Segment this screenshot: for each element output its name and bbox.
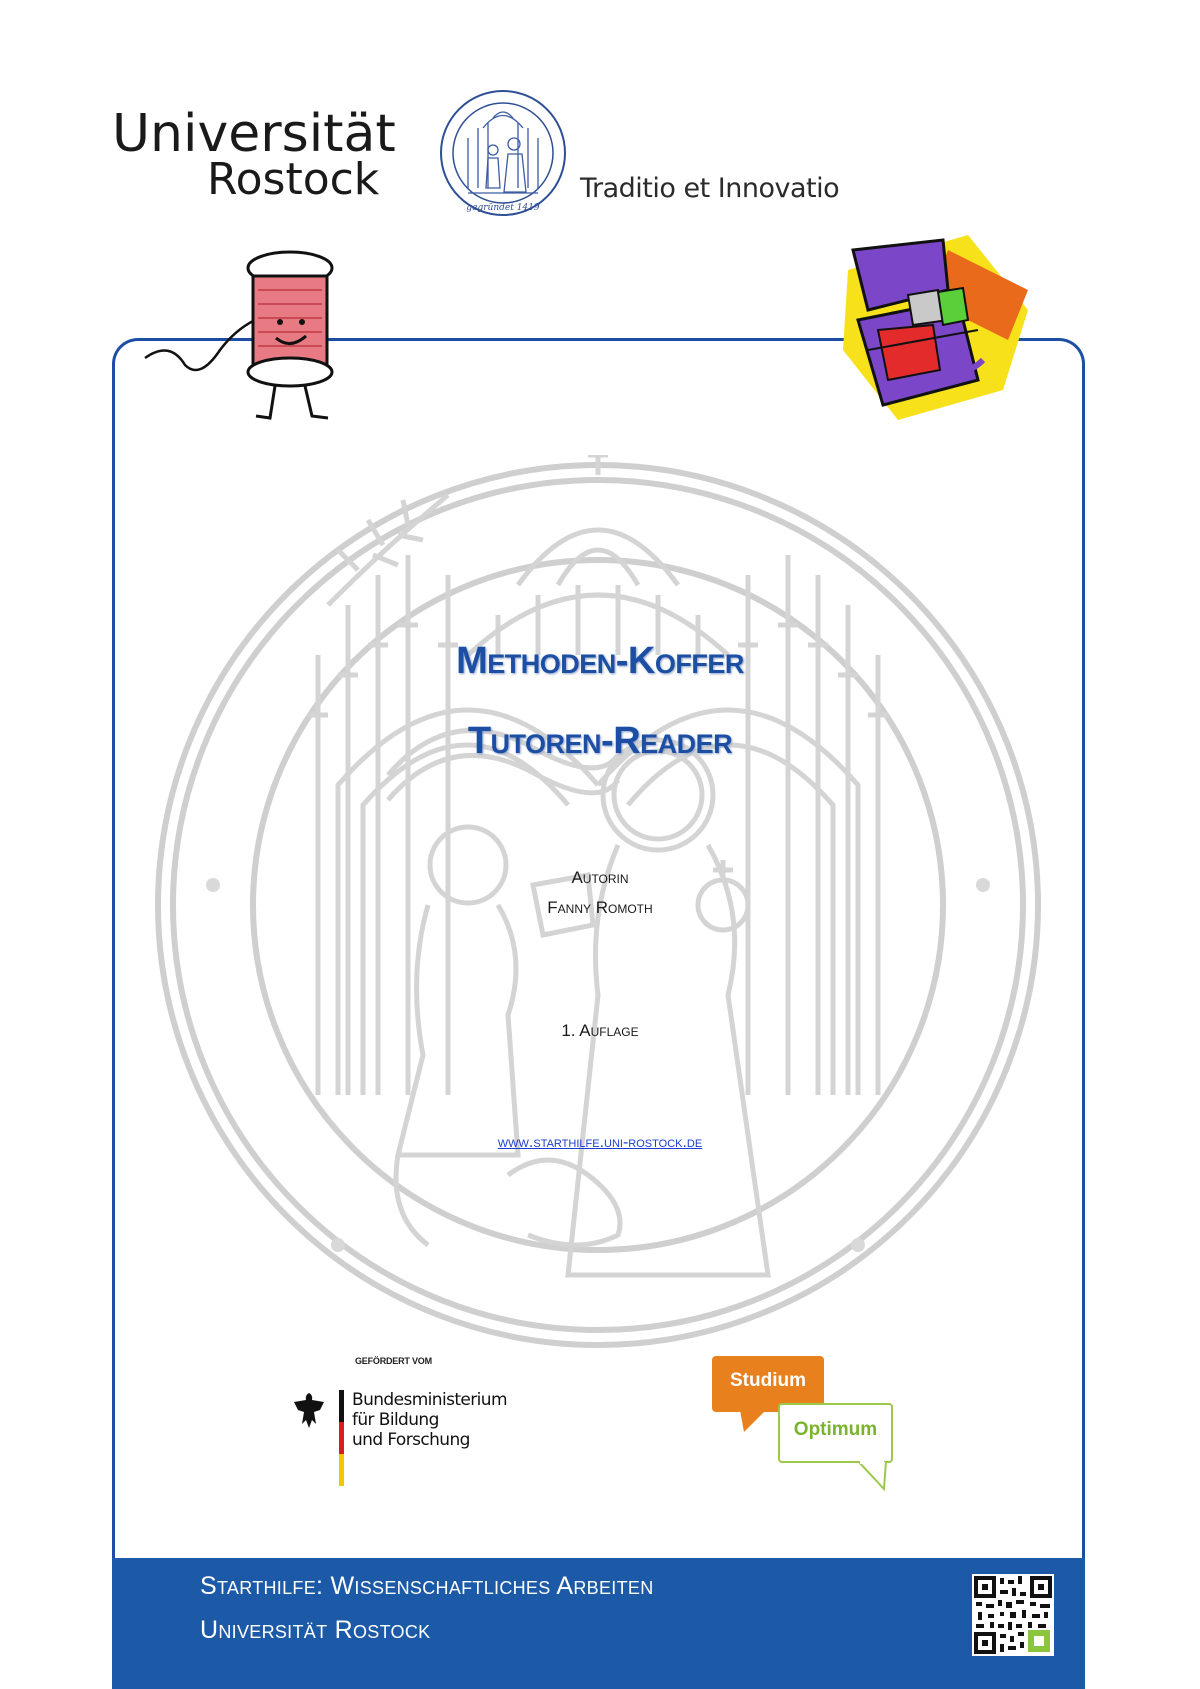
- seal-caption: gegründet 1419: [466, 203, 540, 213]
- document-title-line1: Methoden-Koffer: [456, 640, 744, 682]
- funding-notice: GEFÖRDERT VOM: [355, 1356, 432, 1366]
- thread-spool-mascot-illustration: [140, 240, 380, 430]
- website-link[interactable]: www.starthilfe.uni-rostock.de: [497, 1134, 703, 1151]
- university-seal-logo: [438, 88, 568, 218]
- author-label: Autorin: [571, 868, 629, 887]
- edition-label: 1. Auflage: [561, 1021, 639, 1040]
- university-name-line2: Rostock: [207, 154, 380, 205]
- ministry-name-line1: Bundesministerium: [352, 1390, 507, 1410]
- footer-line2: Universität Rostock: [200, 1616, 431, 1644]
- qr-code-icon: [972, 1574, 1054, 1656]
- ministry-name-line2: für Bildung: [352, 1410, 439, 1430]
- university-motto: Traditio et Innovatio: [580, 173, 840, 204]
- document-title-line2: Tutoren-Reader: [467, 720, 733, 762]
- bubble-tail-green-icon: [858, 1461, 888, 1491]
- author-name: Fanny Romoth: [547, 898, 653, 917]
- toolbox-clipart-illustration: [838, 230, 1038, 430]
- federal-eagle-icon: [292, 1390, 326, 1430]
- ministry-name: [352, 1390, 507, 1450]
- german-flag-stripe-icon: [339, 1390, 344, 1486]
- studium-label: Studium: [730, 1370, 806, 1391]
- footer-line1: Starthilfe: Wissenschaftliches Arbeiten: [200, 1572, 654, 1600]
- optimum-label: Optimum: [793, 1419, 878, 1440]
- university-name-line1: Universität: [112, 104, 396, 164]
- ministry-name-line3: und Forschung: [352, 1430, 470, 1450]
- bubble-tail-orange-icon: [740, 1410, 770, 1434]
- studium-optimum-bubble-2: [778, 1403, 893, 1463]
